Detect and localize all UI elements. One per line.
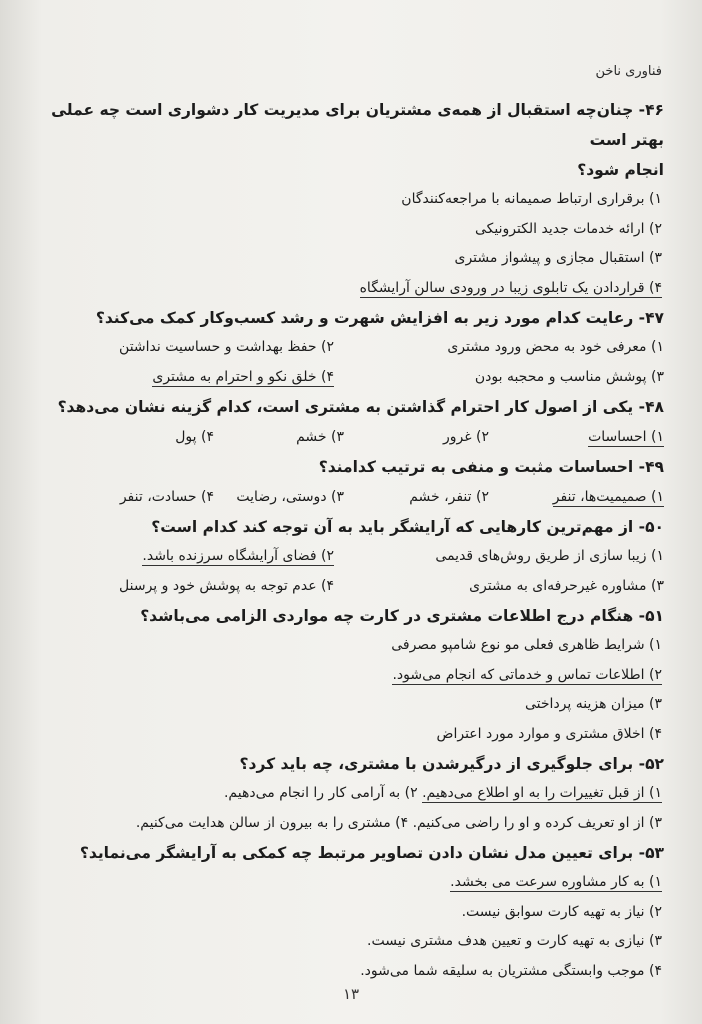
question-53-option-1: ۱) به کار مشاوره سرعت می بخشد.: [450, 874, 662, 890]
question-47-option-2: ۲) حفظ بهداشت و حساسیت نداشتن: [119, 339, 334, 355]
question-46: [32, 95, 664, 303]
question-48-text: ۴۸- یکی از اصول کار احترام گذاشتن به مشتری است، کدام گزینه نشان می‌دهد؟: [57, 398, 664, 416]
question-49-option-1: ۱) صمیمیت‌ها، تنفر: [552, 489, 664, 505]
question-48-option-2: ۲) غرور: [442, 429, 489, 445]
question-49-options-row: [32, 482, 664, 512]
question-47-text: ۴۷- رعایت کدام مورد زیر به افزایش شهرت و رشد کسب‌وکار کمک می‌کند؟: [95, 309, 664, 327]
question-50-text: ۵۰- از مهم‌ترین کارهایی که آرایشگر باید به آن توجه کند کدام است؟: [151, 518, 664, 536]
question-46-option-2: ۲) ارائه خدمات جدید الکترونیکی: [474, 220, 662, 237]
question-47: [32, 303, 664, 392]
question-51-option-4: ۴) اخلاق مشتری و موارد مورد اعتراض: [436, 725, 662, 742]
question-47-options-row-2: [32, 363, 664, 393]
question-53-text: ۵۳- برای تعیین مدل نشان دادن تصاویر مرتبط چه کمکی به آرایشگر می‌نماید؟: [79, 844, 664, 862]
question-53-option-2: ۲) نیاز به تهیه کارت سوابق نیست.: [461, 903, 662, 920]
question-47-option-4: ۴) خلق نکو و احترام به مشتری: [152, 368, 334, 385]
question-51-option-3: ۳) میزان هزینه پرداختی: [525, 696, 662, 712]
question-49-option-2: ۲) تنفر، خشم: [409, 489, 489, 505]
question-51-option-1: ۱) شرایط ظاهری فعلی مو نوع شامپو مصرفی: [391, 637, 662, 653]
question-46-option-3: ۳) استقبال مجازی و پیشواز مشتری: [454, 250, 662, 266]
question-51: [32, 601, 664, 749]
question-51-text: ۵۱- هنگام درج اطلاعات مشتری در کارت چه مواردی الزامی می‌باشد؟: [140, 607, 664, 625]
question-47-options-row-1: [32, 333, 664, 363]
question-47-option-1: ۱) معرفی خود به محض ورود مشتری: [447, 339, 664, 355]
question-49-text: ۴۹- احساسات مثبت و منفی به ترتیب کدامند؟: [318, 458, 664, 476]
question-52-option-3: ۳) از او تعریف کرده و او را راضی می‌کنیم.: [412, 814, 662, 831]
question-49: [32, 452, 664, 512]
question-49-option-3: ۳) دوستی، رضایت: [236, 489, 344, 505]
question-53-option-4: ۴) موجب وابستگی مشتریان به سلیقه شما می‌شود.: [360, 962, 662, 979]
question-46-text-line2: انجام شود؟: [577, 161, 664, 179]
question-48: [32, 392, 664, 452]
question-50-option-2: ۲) فضای آرایشگاه سرزنده باشد.: [142, 548, 334, 564]
question-50: [32, 512, 664, 601]
question-50-option-3: ۳) مشاوره غیرحرفه‌ای به مشتری: [469, 577, 664, 594]
page-number: ۱۳: [342, 985, 360, 1003]
question-48-option-3: ۳) خشم: [296, 429, 344, 445]
question-52-option-2: ۲) به آرامی کار را انجام می‌دهیم.: [223, 785, 418, 801]
book-title: فناوری ناخن: [595, 64, 662, 79]
question-46-option-1: ۱) برقراری ارتباط صمیمانه با مراجعه‌کنندگان: [401, 191, 662, 207]
question-50-option-4: ۴) عدم توجه به پوشش خود و پرسنل: [119, 577, 334, 594]
question-48-options-row: [32, 422, 664, 452]
question-48-option-4: ۴) پول: [175, 429, 214, 445]
question-53-option-3: ۳) نیازی به تهیه کارت و تعیین هدف مشتری نیست.: [367, 933, 662, 949]
question-50-option-1: ۱) زیبا سازی از طریق روش‌های قدیمی: [435, 548, 664, 564]
question-48-option-1: ۱) احساسات: [588, 429, 664, 445]
question-50-options-row-1: [32, 542, 664, 572]
question-52: [32, 749, 664, 838]
question-50-options-row-2: [32, 572, 664, 602]
question-52-options-row-2: [32, 809, 664, 839]
question-47-option-3: ۳) پوشش مناسب و محجبه بودن: [474, 368, 664, 385]
running-header: [40, 64, 662, 86]
question-53: [32, 838, 664, 986]
question-46-option-4: ۴) قراردادن یک تابلوی زیبا در ورودی سالن آرایشگاه: [359, 279, 662, 296]
question-52-option-4: ۴) مشتری را به بیرون از سالن هدایت می‌کنیم.: [135, 814, 409, 831]
question-46-text-line1: ۴۶- چنان‌چه استقبال از همه‌ی مشتریان برای مدیریت کار دشواری است چه عملی بهتر است: [51, 101, 664, 149]
question-52-text: ۵۲- برای جلوگیری از درگیرشدن با مشتری، چه باید کرد؟: [239, 755, 664, 773]
question-52-options-row-1: [32, 779, 664, 809]
question-49-option-4: ۴) حسادت، تنفر: [119, 489, 214, 505]
question-51-option-2: ۲) اطلاعات تماس و خدماتی که انجام می‌شود.: [392, 666, 662, 683]
question-52-option-1: ۱) از قبل تغییرات را به او اطلاع می‌دهیم.: [422, 785, 662, 801]
question-list: [32, 95, 664, 986]
